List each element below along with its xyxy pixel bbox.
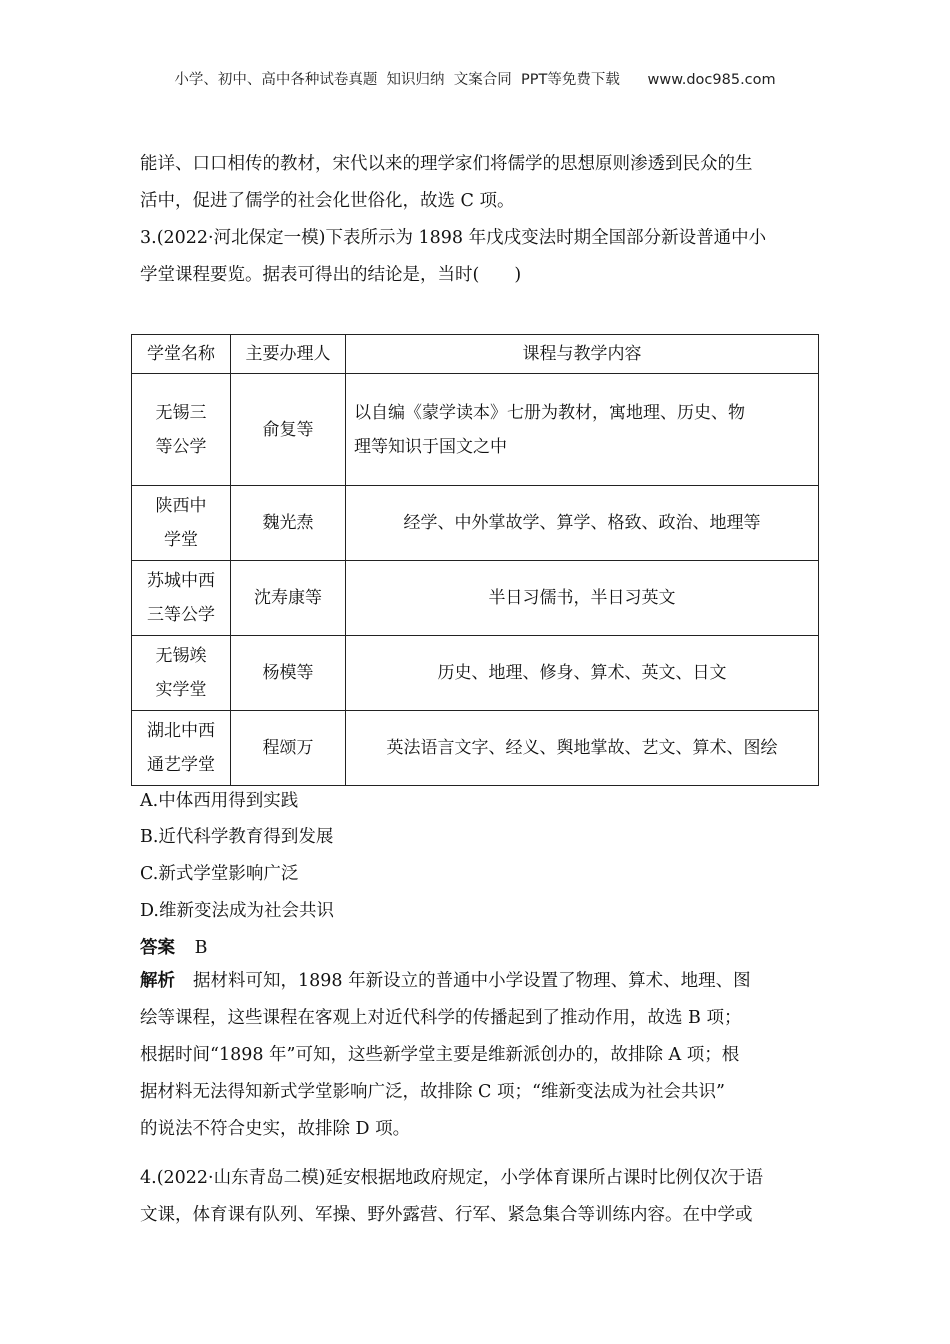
answer-label: 答案 <box>140 938 175 958</box>
analysis-label: 解析 <box>140 971 175 991</box>
course-table <box>131 334 819 786</box>
content-cell: 历史、地理、修身、算术、英文、日文 <box>346 636 819 711</box>
text-line: 绘等课程，这些课程在客观上对近代科学的传播起到了推动作用，故选 B 项； <box>140 1008 742 1028</box>
question-4-stem <box>140 1160 812 1234</box>
content-cell: 以自编《蒙学读本》七册为教材，寓地理、历史、物 理等知识于国文之中 <box>346 374 819 486</box>
answer-line <box>140 934 207 959</box>
table-row <box>132 374 819 486</box>
person-cell: 俞复等 <box>231 374 346 486</box>
text-line: 根据时间“1898 年”可知，这些新学堂主要是维新派创办的，故排除 A 项；根 <box>140 1045 740 1065</box>
text-line: 的说法不符合史实，故排除 D 项。 <box>140 1119 411 1139</box>
table-row <box>132 486 819 561</box>
text-line: 3.(2022·河北保定一模)下表所示为 1898 年戊戌变法时期全国部分新设普通中小 <box>140 228 767 248</box>
school-name-cell: 苏城中西 三等公学 <box>132 561 231 636</box>
table-header-row <box>132 335 819 374</box>
text-line: 活中，促进了儒学的社会化世俗化，故选 C 项。 <box>140 191 515 211</box>
text-line: 文课，体育课有队列、军操、野外露营、行军、紧急集合等训练内容。在中学或 <box>140 1205 753 1225</box>
school-name-cell: 无锡三 等公学 <box>132 374 231 486</box>
table-row <box>132 711 819 786</box>
previous-analysis <box>140 146 812 220</box>
person-cell: 沈寿康等 <box>231 561 346 636</box>
text-line: 据材料无法得知新式学堂影响广泛，故排除 C 项；“维新变法成为社会共识” <box>140 1082 725 1102</box>
school-name-cell: 湖北中西 通艺学堂 <box>132 711 231 786</box>
school-name-cell: 无锡竢 实学堂 <box>132 636 231 711</box>
table-header-cell: 课程与教学内容 <box>346 335 819 374</box>
content-cell: 英法语言文字、经义、舆地掌故、艺文、算术、图绘 <box>346 711 819 786</box>
table-header-cell: 学堂名称 <box>132 335 231 374</box>
option-a: A.中体西用得到实践 <box>140 791 299 811</box>
text-line: 解析 据材料可知，1898 年新设立的普通中小学设置了物理、算术、地理、图 <box>140 971 751 991</box>
table-header-cell: 主要办理人 <box>231 335 346 374</box>
person-cell: 魏光焘 <box>231 486 346 561</box>
text-line: 4.(2022·山东青岛二模)延安根据地政府规定，小学体育课所占课时比例仅次于语 <box>140 1168 763 1188</box>
option-c: C.新式学堂影响广泛 <box>140 864 299 884</box>
person-cell: 杨模等 <box>231 636 346 711</box>
text-line: 能详、口口相传的教材，宋代以来的理学家们将儒学的思想原则渗透到民众的生 <box>140 154 753 174</box>
question-3-stem <box>140 220 812 294</box>
analysis <box>140 963 812 1148</box>
content-cell: 经学、中外掌故学、算学、格致、政治、地理等 <box>346 486 819 561</box>
text-line: 学堂课程要览。据表可得出的结论是，当时( ) <box>140 265 522 285</box>
option-d: D.维新变法成为社会共识 <box>140 901 334 921</box>
answer-value: B <box>194 938 208 958</box>
person-cell: 程颂万 <box>231 711 346 786</box>
school-name-cell: 陕西中 学堂 <box>132 486 231 561</box>
content-cell: 半日习儒书，半日习英文 <box>346 561 819 636</box>
table-row <box>132 561 819 636</box>
option-b: B.近代科学教育得到发展 <box>140 827 334 847</box>
table-row <box>132 636 819 711</box>
page-header: 小学、初中、高中各种试卷真题 知识归纳 文案合同 PPT等免费下载 www.doc985.com <box>174 72 776 88</box>
